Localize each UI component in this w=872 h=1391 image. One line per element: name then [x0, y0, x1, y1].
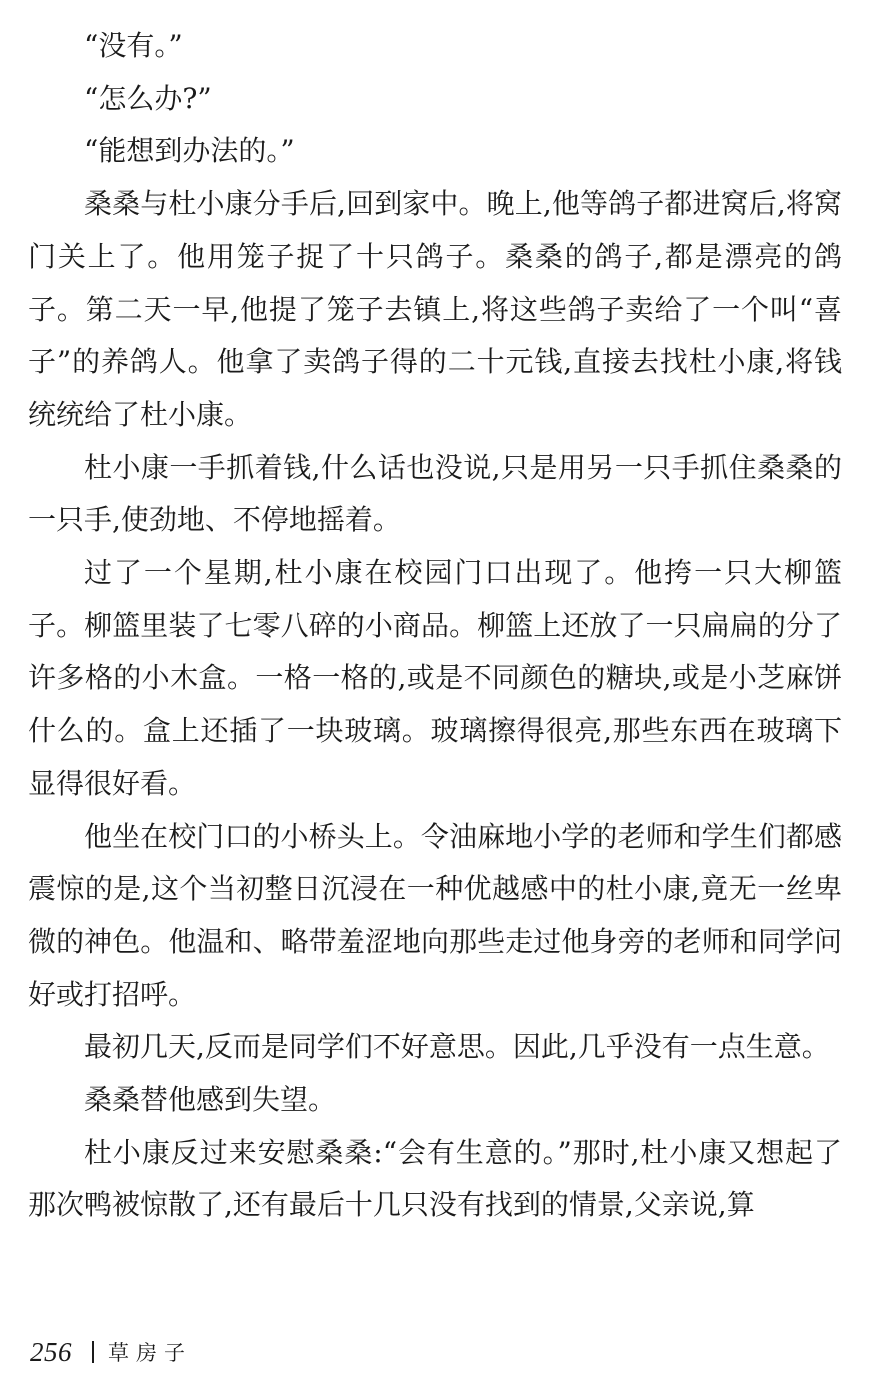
paragraph: 杜小康反过来安慰桑桑:“会有生意的。”那时,杜小康又想起了那次鸭被惊散了,还有最后十几只没有找到的情景,父亲说,算 [28, 1135, 842, 1222]
paragraph: “能想到办法的。” [84, 134, 295, 168]
page-footer [30, 1332, 192, 1372]
paragraph: “怎么办?” [84, 81, 212, 115]
footer-divider [92, 1341, 94, 1363]
paragraph: “没有。” [84, 29, 183, 62]
paragraph: 最初几天,反而是同学们不好意思。因此,几乎没有一点生意。 [84, 1030, 830, 1064]
paragraph: 桑桑替他感到失望。 [84, 1083, 337, 1117]
paragraph: 过了一个星期,杜小康在校园门口出现了。他挎一只大柳篮子。柳篮里装了七零八碎的小商品。柳篮上还放了一只扁扁的分了许多格的小木盒。一格一格的,或是不同颜色的糖块,或是小芝麻饼什么的。盒上还插了一块玻璃。玻璃擦得很亮,那些东西在玻璃下显得很好看。 [28, 556, 842, 800]
paragraph: 杜小康一手抓着钱,什么话也没说,只是用另一只手抓住桑桑的一只手,使劲地、不停地摇着。 [28, 450, 842, 537]
body-text [28, 20, 842, 1232]
page-number: 256 [30, 1336, 72, 1367]
book-title: 草房子 [108, 1341, 192, 1365]
paragraph: 他坐在校门口的小桥头上。令油麻地小学的老师和学生们都感震惊的是,这个当初整日沉浸在一种优越感中的杜小康,竟无一丝卑微的神色。他温和、略带羞涩地向那些走过他身旁的老师和同学问好或打招呼。 [28, 819, 842, 1011]
paragraph: 桑桑与杜小康分手后,回到家中。晚上,他等鸽子都进窝后,将窝门关上了。他用笼子捉了十只鸽子。桑桑的鸽子,都是漂亮的鸽子。第二天一早,他提了笼子去镇上,将这些鸽子卖给了一个叫“喜子”的养鸽人。他拿了卖鸽子得的二十元钱,直接去找杜小康,将钱统统给了杜小康。 [28, 187, 842, 431]
